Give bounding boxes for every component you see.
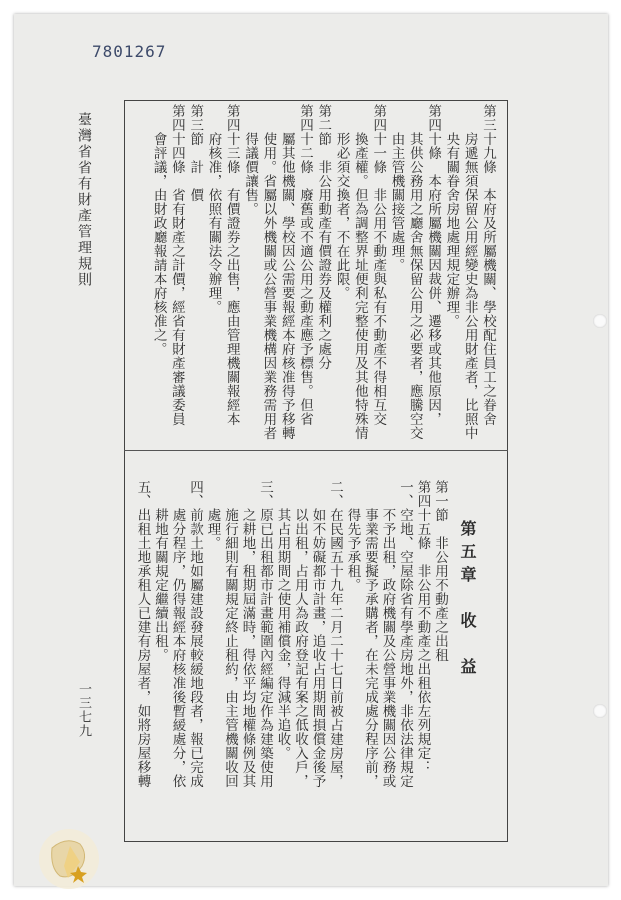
archive-logo bbox=[36, 826, 102, 892]
text-column: 得先予承租。 bbox=[344, 508, 361, 592]
text-column: 之耕地，租期屆滿時，得依平均地權條例及其 bbox=[239, 508, 256, 788]
text-column: 會評議，由財政廳報請本府核准之。 bbox=[150, 132, 167, 356]
text-column: 屬其他機關、學校因公需要報經本府核准得予移轉 bbox=[278, 132, 295, 440]
text-column: 五、出租土地承租人已建有房屋者，如將房屋移轉 bbox=[134, 480, 151, 788]
text-column: 第四十條 本府所屬機關因裁併、遷移或其他原因， bbox=[425, 104, 442, 426]
binding-hole bbox=[593, 704, 607, 718]
document-page bbox=[14, 14, 608, 886]
text-column: 第四十五條 非公用不動產之出租依左列規定： bbox=[414, 480, 431, 774]
text-column: 事業需要擬予承購者，在未完成處分程序前， bbox=[362, 508, 378, 788]
text-column: 第三節 計 價 bbox=[187, 104, 204, 202]
text-column: 其供公務用之廳舍無保留公用之必要者，應騰空交 bbox=[406, 132, 423, 440]
text-column: 四、前款土地如屬建設發展較緩地段者，報已完成 bbox=[187, 480, 203, 788]
text-column: 以出租，占用人為政府登記有案之低收入戶， bbox=[292, 508, 308, 788]
text-column: 處分程序，仍得報經本府核准後暫緩處分，依 bbox=[169, 508, 186, 788]
text-column: 三、原已出租都市計畫範圍內經編定作為建築使用 bbox=[257, 480, 273, 788]
text-column: 房遞無須保留公用經變史為非公用財產者，比照中 bbox=[461, 132, 478, 440]
text-column: 耕地有關規定繼續出租。 bbox=[152, 508, 168, 662]
page-number: 一三七九 bbox=[76, 682, 91, 738]
text-column: 第四十三條 有價證券之出售，應由管理機關報經本 bbox=[223, 104, 240, 426]
text-column: 其占用期間之使用補償金，得減半追收。 bbox=[274, 508, 291, 760]
text-column: 第四十四條 省有財產之計價，經省有財產審議委員 bbox=[168, 104, 185, 426]
text-column: 換產權。但為調整界址便利完整使用及其他特殊情 bbox=[351, 132, 368, 440]
stamp-number: 7801267 bbox=[92, 42, 167, 61]
text-column: 府核准，依照有關法令辦理。 bbox=[205, 132, 222, 314]
text-column: 第二節 非公用動產有價證券及權利之處分 bbox=[315, 104, 332, 370]
text-column: 第四十一條 非公用不動產與私有不動產不得相互交 bbox=[370, 104, 387, 426]
text-column: 二、在民國五十九年二月二十七日前被占建房屋， bbox=[327, 480, 343, 788]
text-column: 第三十九條 本府及所屬機關、學校配住員工之眷舍 bbox=[480, 104, 496, 426]
text-column: 第四十二條 廢舊或不適公用之動產應予標售。但省 bbox=[297, 104, 313, 426]
text-column: 央有關眷舍房地處理規定辦理。 bbox=[443, 132, 460, 328]
running-head: 臺灣省省有財產管理規則 bbox=[76, 112, 92, 288]
text-column: 使用。省屬以外機關或公營事業機構因業務需用者 bbox=[260, 132, 277, 440]
chapter-title: 第五章 收 益 bbox=[458, 520, 477, 681]
text-column: 施行細則有關規定終止租約，由主管機關收回 bbox=[222, 508, 238, 788]
text-column: 由主管機關接管處理。 bbox=[388, 132, 405, 272]
text-column: 一、空地、空屋除省有學產房地外，非依法律規定 bbox=[397, 480, 413, 788]
text-column: 得議價讓售。 bbox=[242, 132, 259, 216]
binding-hole bbox=[593, 314, 607, 328]
text-column: 形必須交換者，不在此限。 bbox=[333, 132, 350, 300]
text-column: 如不妨礙都市計畫，追收占用期間損償金後予 bbox=[309, 508, 326, 788]
text-column: 第一節 非公用不動產之出租 bbox=[432, 480, 448, 662]
text-column: 不予出租，政府機關及公營事業機關因公務或 bbox=[379, 508, 396, 788]
section-divider bbox=[124, 450, 508, 451]
text-column: 處理。 bbox=[204, 508, 221, 550]
